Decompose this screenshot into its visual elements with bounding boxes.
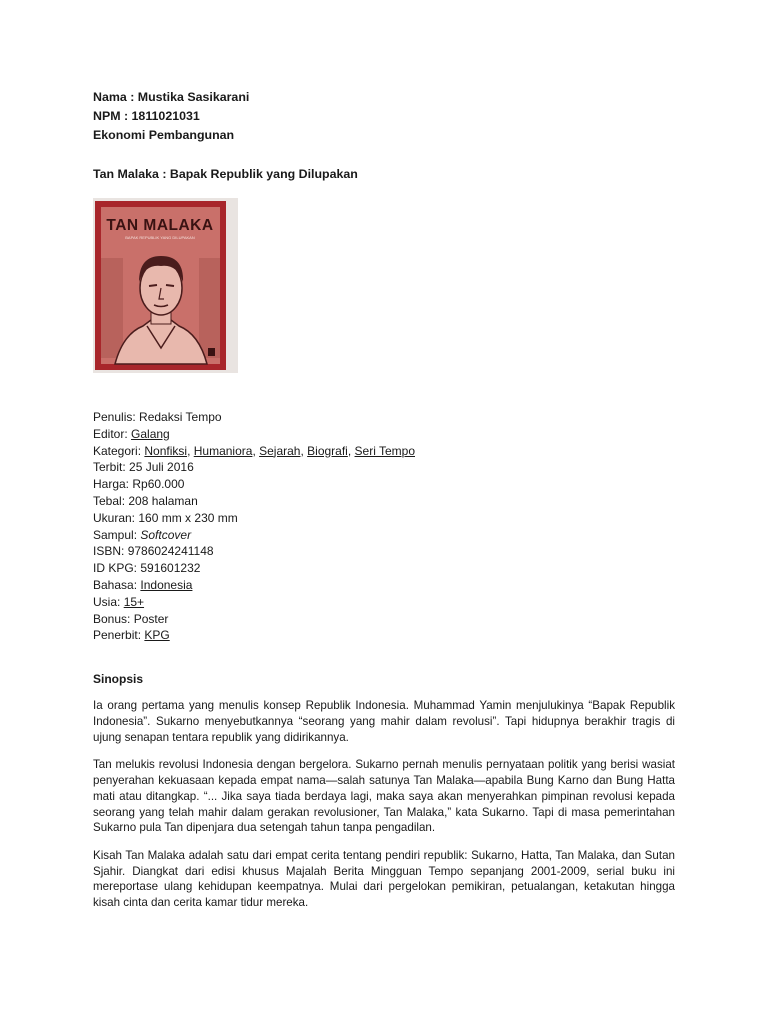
penulis-value: Redaksi Tempo xyxy=(139,410,222,424)
detail-tebal xyxy=(93,493,675,510)
cover-subtitle: BAPAK REPUBLIK YANG DILUPAKAN xyxy=(125,235,195,240)
usia-label: Usia: xyxy=(93,594,121,609)
detail-bahasa xyxy=(93,577,675,594)
student-department: Ekonomi Pembangunan xyxy=(93,128,235,142)
book-details xyxy=(93,409,675,644)
detail-terbit xyxy=(93,459,675,476)
document-page xyxy=(93,88,675,923)
isbn-value: 9786024241148 xyxy=(127,544,214,559)
isbn-label: ISBN: xyxy=(93,544,125,559)
detail-idkpg xyxy=(93,560,675,577)
sinopsis-paragraph-3: Kisah Tan Malaka adalah satu dari empat cerita tentang pendiri republik: Sukarno, Hatta, Tan Malaka, dan Sutan Sjahir. Diangkat dari edisi khusus Majalah Berita Mingguan Tempo sepanjang 2001-2009, serial buku ini mereportase ulang kehidupan keempatnya. Mulai dari pergelokan pemikiran, petualangan, ketakutan hingga kisah cinta dan cerita kamar tidur mereka. xyxy=(93,848,675,910)
detail-kategori: Kategori: Nonfiksi, Humaniora, Sejarah, Biografi, Seri Tempo xyxy=(93,443,415,458)
student-name: Nama : Mustika Sasikarani xyxy=(93,90,250,104)
kategori-link-biografi[interactable]: Biografi xyxy=(307,443,348,458)
detail-penerbit xyxy=(93,627,675,644)
terbit-value: 25 Juli 2016 xyxy=(129,460,194,475)
sinopsis-paragraph-1: Ia orang pertama yang menulis konsep Republik Indonesia. Muhammad Yamin menjulukinya “Bapak Republik Indonesia”. Sukarno menyebutkannya “seorang yang mahir dalam revolusi”. Tapi hidupnya berakhir tragis di ujung senapan tentara republik yang didirikannya. xyxy=(93,699,675,744)
sampul-label: Sampul: xyxy=(93,527,138,542)
detail-usia xyxy=(93,594,675,611)
detail-isbn xyxy=(93,543,675,560)
ukuran-label: Ukuran: xyxy=(93,510,136,525)
book-title: Tan Malaka : Bapak Republik yang Dilupakan xyxy=(93,167,358,181)
sinopsis-heading: Sinopsis xyxy=(93,672,144,687)
detail-bonus xyxy=(93,611,675,628)
terbit-label: Terbit: xyxy=(93,460,126,475)
detail-sampul xyxy=(93,527,675,544)
tebal-value: 208 halaman xyxy=(128,493,198,508)
kategori-link-seri-tempo[interactable]: Seri Tempo xyxy=(354,443,415,458)
bonus-value: Poster xyxy=(133,611,169,626)
tebal-label: Tebal: xyxy=(93,493,126,508)
detail-ukuran xyxy=(93,510,675,527)
cover-right-eye xyxy=(166,285,174,286)
cover-publisher-logo xyxy=(208,348,215,356)
kategori-label: Kategori: xyxy=(93,443,142,458)
cover-left-eye xyxy=(149,285,157,286)
cover-title: TAN MALAKA xyxy=(106,217,214,234)
usia-link[interactable]: 15+ xyxy=(123,594,145,609)
bahasa-label: Bahasa: xyxy=(93,577,138,592)
bahasa-link[interactable]: Indonesia xyxy=(140,577,193,592)
sampul-value: Softcover xyxy=(140,527,192,542)
harga-label: Harga: xyxy=(93,477,130,492)
idkpg-value: 591601232 xyxy=(140,561,201,576)
idkpg-label: ID KPG: xyxy=(93,561,138,576)
penerbit-label: Penerbit: xyxy=(93,628,142,643)
book-cover-illustration xyxy=(93,198,238,373)
harga-value: Rp60.000 xyxy=(132,477,185,492)
sinopsis-paragraph-2: Tan melukis revolusi Indonesia dengan bergelora. Sukarno pernah menulis pernyataan politik yang berisi wasiat penyerahan kekuasaan kepada empat nama—salah satunya Tan Malaka—apabila Bung Karno dan Bung Hatta mati atau ditangkap. “... Jika saya tiada berdaya lagi, maka saya akan menyerahkan pimpinan revolusi kepada seorang yang telah mahir dalam gerakan revolusioner, Tan Malaka,” kata Sukarno. Tapi di masa pemerintahan Sukarno pula Tan dipenjara dua setengah tahun tanpa pengadilan. xyxy=(93,758,675,835)
cover-crowd-left xyxy=(101,258,123,358)
detail-editor xyxy=(93,426,675,443)
kategori-link-sejarah[interactable]: Sejarah xyxy=(259,443,301,458)
ukuran-value: 160 mm x 230 mm xyxy=(138,510,238,525)
detail-penulis xyxy=(93,409,675,426)
penerbit-link[interactable]: KPG xyxy=(144,628,170,643)
editor-link[interactable]: Galang xyxy=(131,426,170,441)
book-cover-image xyxy=(93,198,238,373)
editor-label: Editor: xyxy=(93,426,128,441)
kategori-link-nonfiksi[interactable]: Nonfiksi xyxy=(144,443,188,458)
kategori-link-humaniora[interactable]: Humaniora xyxy=(193,443,253,458)
cover-crowd-right xyxy=(199,258,220,358)
detail-harga xyxy=(93,476,675,493)
bonus-label: Bonus: xyxy=(93,611,131,626)
penulis-label: Penulis: xyxy=(93,410,136,424)
student-npm: NPM : 1811021031 xyxy=(93,109,200,123)
